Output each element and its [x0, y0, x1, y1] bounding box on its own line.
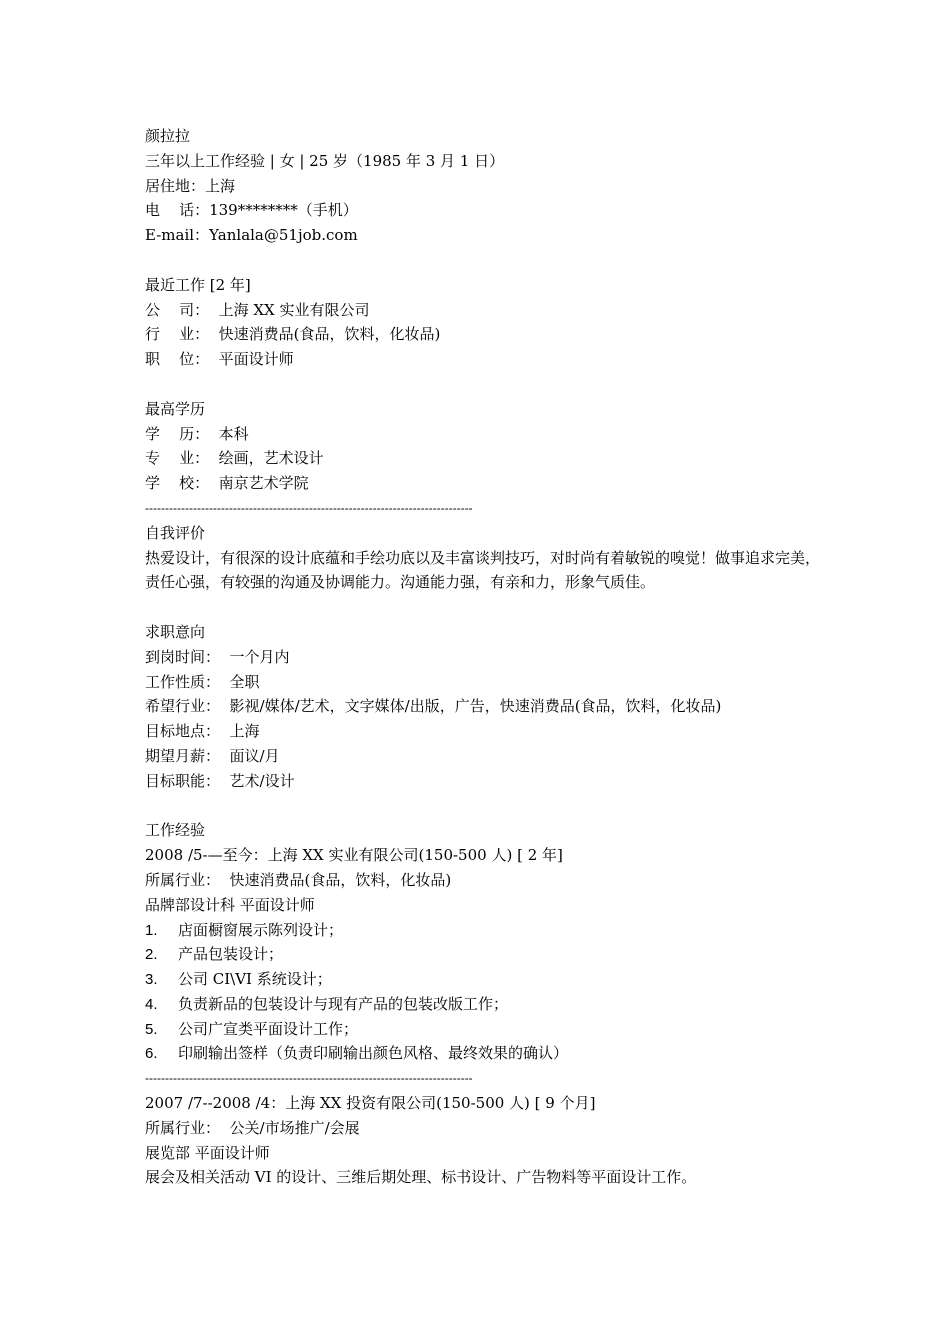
duty-text: 负责新品的包装设计与现有产品的包装改版工作；	[178, 994, 509, 1013]
duty-number: 4.	[145, 995, 158, 1013]
education-school: 学 校： 南京艺术学院	[145, 474, 309, 493]
divider-line: ----------------------------------------------------------------------------------	[145, 500, 473, 515]
duty-number: 6.	[145, 1045, 158, 1063]
duty-number: 2.	[145, 946, 158, 964]
phone: 电 话：139********（手机）	[145, 201, 358, 220]
duty-text: 店面橱窗展示陈列设计；	[178, 920, 344, 939]
intent-function: 目标职能： 艺术/设计	[145, 771, 295, 790]
email: E-mail：Yanlala@51job.com	[145, 226, 358, 245]
self-eval-title: 自我评价	[145, 523, 206, 542]
spacer	[145, 248, 845, 273]
job2-desc: 展会及相关活动 VI 的设计、三维后期处理、标书设计、广告物料等平面设计工作。	[145, 1168, 697, 1187]
duty-item	[145, 1017, 845, 1042]
job1-dept: 品牌部设计科 平面设计师	[145, 895, 315, 914]
education-major: 专 业： 绘画，艺术设计	[145, 449, 324, 468]
intent-job-type: 工作性质： 全职	[145, 672, 260, 691]
divider-line: ----------------------------------------------------------------------------------	[145, 1071, 473, 1086]
duty-item	[145, 1041, 845, 1066]
intent-location: 目标地点： 上海	[145, 722, 260, 741]
resume-body	[145, 124, 845, 1190]
duty-text: 印刷输出签样（负责印刷输出颜色风格、最终效果的确认）	[178, 1044, 569, 1063]
intent-arrival: 到岗时间： 一个月内	[145, 647, 290, 666]
education-title: 最高学历	[145, 399, 206, 418]
duty-item	[145, 942, 845, 967]
duty-item	[145, 992, 845, 1017]
spacer	[145, 595, 845, 620]
residence: 居住地：上海	[145, 176, 236, 195]
duty-text: 公司广宣类平面设计工作；	[178, 1019, 359, 1038]
job2-dept: 展览部 平面设计师	[145, 1143, 270, 1162]
job2-period: 2007 /7--2008 /4：上海 XX 投资有限公司(150-500 人) [ 9 个月]	[145, 1094, 596, 1113]
recent-job-company: 公 司： 上海 XX 实业有限公司	[145, 300, 370, 319]
duty-text: 公司 CI\VI 系统设计；	[178, 970, 332, 989]
recent-job-position: 职 位： 平面设计师	[145, 350, 294, 369]
duty-item	[145, 967, 845, 992]
duty-number: 1.	[145, 921, 158, 939]
education-degree: 学 历： 本科	[145, 424, 249, 443]
candidate-summary: 三年以上工作经验 | 女 | 25 岁（1985 年 3 月 1 日）	[145, 151, 505, 170]
job1-period: 2008 /5-—至今：上海 XX 实业有限公司(150-500 人) [ 2 年]	[145, 846, 563, 865]
duty-text: 产品包装设计；	[178, 945, 284, 964]
experience-title: 工作经验	[145, 821, 206, 840]
intent-salary: 期望月薪： 面议/月	[145, 746, 280, 765]
intent-industry: 希望行业： 影视/媒体/艺术，文字媒体/出版，广告，快速消费品(食品，饮料，化妆品)	[145, 697, 722, 716]
duty-number: 3.	[145, 971, 158, 989]
duty-number: 5.	[145, 1020, 158, 1038]
spacer	[145, 372, 845, 397]
duty-item	[145, 918, 845, 943]
spacer	[145, 794, 845, 819]
self-eval-text: 热爱设计，有很深的设计底蕴和手绘功底以及丰富谈判技巧，对时尚有着敏锐的嗅觉！做事追求完美，责任心强，有较强的沟通及协调能力。沟通能力强，有亲和力，形象气质佳。	[145, 548, 821, 592]
candidate-name: 颜拉拉	[145, 127, 191, 145]
job1-industry: 所属行业： 快速消费品(食品，饮料，化妆品)	[145, 870, 452, 889]
job2-industry: 所属行业： 公关/市场推广/会展	[145, 1118, 360, 1137]
recent-job-industry: 行 业： 快速消费品(食品，饮料，化妆品)	[145, 325, 441, 344]
recent-job-title: 最近工作 [2 年]	[145, 275, 251, 294]
intent-title: 求职意向	[145, 622, 206, 641]
